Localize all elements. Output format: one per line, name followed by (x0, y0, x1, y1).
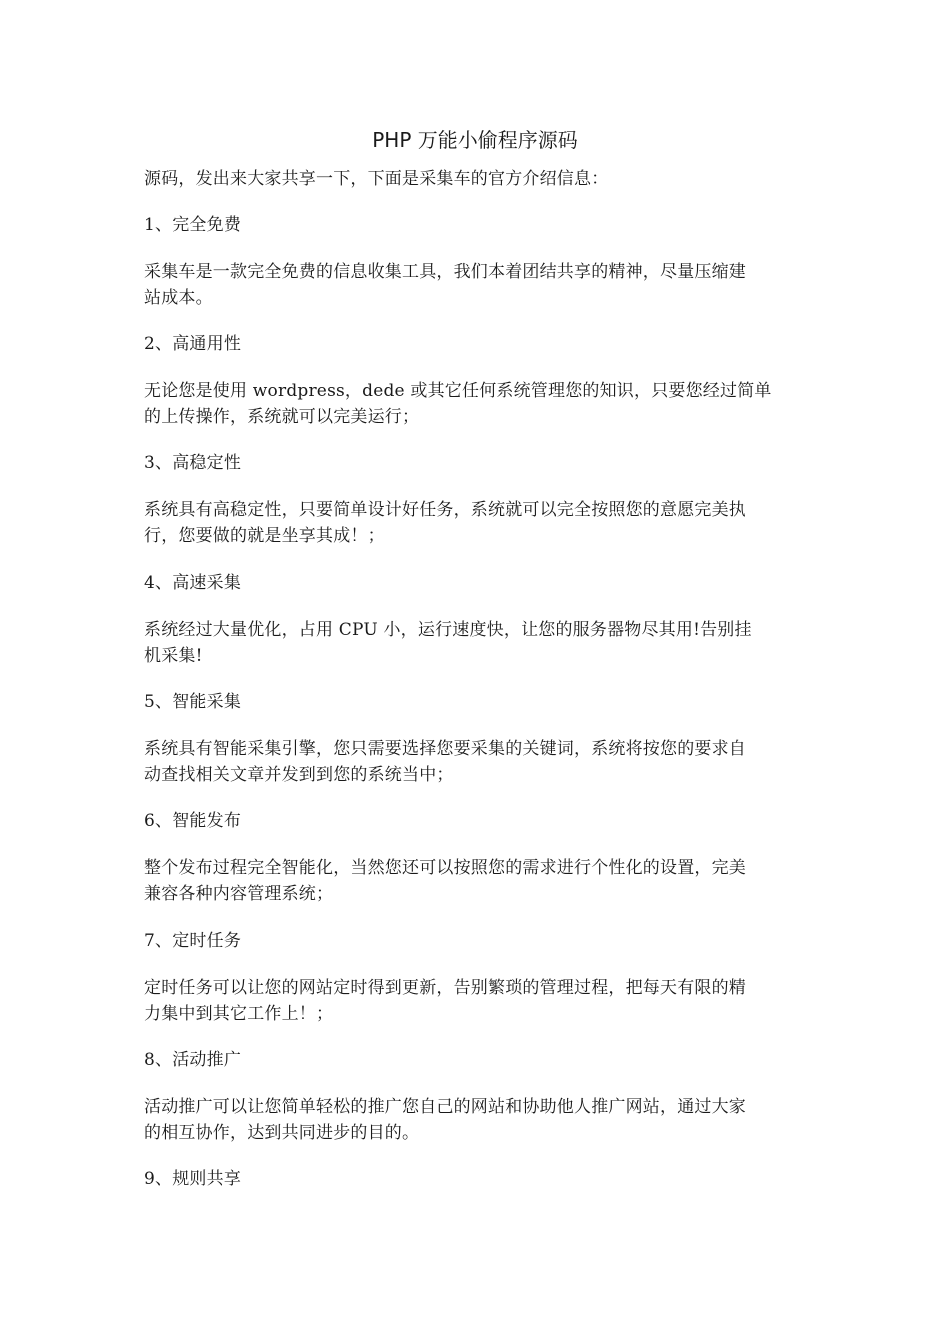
page-title: PHP 万能小偷程序源码 (372, 128, 578, 152)
body-line: 行，您要做的就是坐享其成！； (144, 526, 385, 546)
section-heading: 9、规则共享 (144, 1169, 242, 1189)
section-heading: 2、高通用性 (144, 334, 242, 354)
body-line: 系统具有智能采集引擎，您只需要选择您要采集的关键词，系统将按您的要求自 (144, 739, 746, 759)
section-body (144, 855, 810, 907)
body-line: 的上传操作，系统就可以完美运行； (144, 407, 420, 427)
section-heading: 5、智能采集 (144, 692, 242, 712)
section-heading: 4、高速采集 (144, 573, 242, 593)
body-line: 的相互协作，达到共同进步的目的。 (144, 1123, 420, 1143)
body-line: 兼容各种内容管理系统； (144, 884, 334, 904)
body-line: 系统具有高稳定性，只要简单设计好任务，系统就可以完全按照您的意愿完美执 (144, 500, 746, 520)
body-line: 系统经过大量优化，占用 CPU 小，运行速度快，让您的服务器物尽其用!告别挂 (144, 620, 752, 640)
body-line: 定时任务可以让您的网站定时得到更新，告别繁琐的管理过程，把每天有限的精 (144, 978, 746, 998)
body-line: 活动推广可以让您简单轻松的推广您自己的网站和协助他人推广网站，通过大家 (144, 1097, 746, 1117)
section-body (144, 736, 810, 788)
body-line: 采集车是一款完全免费的信息收集工具，我们本着团结共享的精神，尽量压缩建 (144, 262, 746, 282)
section-body (144, 617, 810, 669)
body-line: 整个发布过程完全智能化，当然您还可以按照您的需求进行个性化的设置，完美 (144, 858, 746, 878)
section-body (144, 1094, 810, 1146)
section-body (144, 259, 810, 311)
section-heading: 7、定时任务 (144, 931, 242, 951)
body-line: 站成本。 (144, 288, 213, 308)
section-heading: 1、完全免费 (144, 215, 242, 235)
section-body (144, 975, 810, 1027)
section-heading: 6、智能发布 (144, 811, 242, 831)
intro-paragraph: 源码，发出来大家共享一下，下面是采集车的官方介绍信息： (144, 169, 609, 189)
body-line: 力集中到其它工作上！； (144, 1004, 334, 1024)
section-body (144, 378, 810, 430)
body-line: 机采集! (144, 646, 203, 666)
section-body (144, 497, 810, 549)
body-line: 动查找相关文章并发到到您的系统当中； (144, 765, 454, 785)
body-line: 无论您是使用 wordpress，dede 或其它任何系统管理您的知识，只要您经过简单 (144, 381, 772, 401)
section-heading: 8、活动推广 (144, 1050, 242, 1070)
section-heading: 3、高稳定性 (144, 453, 242, 473)
